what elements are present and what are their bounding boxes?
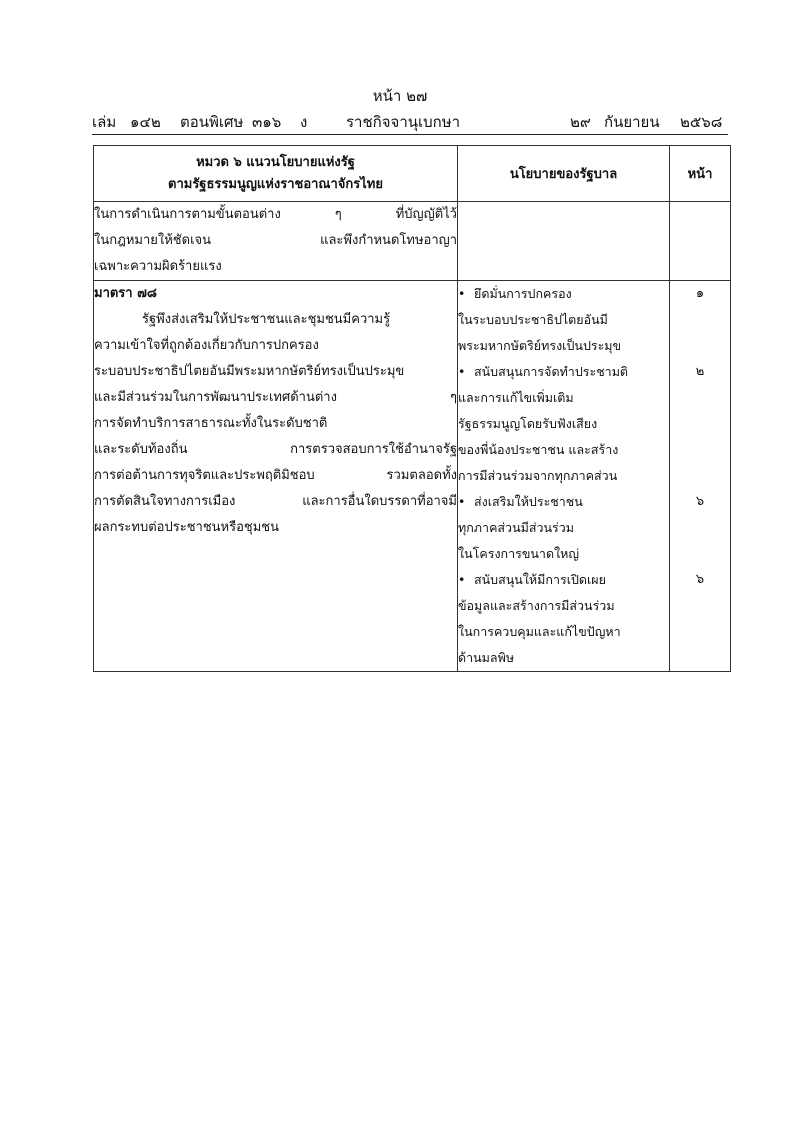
page-number: หน้า ๒๗ — [372, 87, 428, 105]
gazette-name: ราชกิจจานุเบกษา — [346, 113, 461, 131]
table-row — [94, 202, 731, 281]
page-ref-cell — [670, 281, 731, 672]
bullet-icon: • — [458, 364, 466, 379]
volume-number: ๑๔๒ — [130, 113, 161, 131]
bullet-icon: • — [458, 572, 466, 587]
bullet-icon: • — [458, 494, 466, 509]
text-line: การต่อต้านการทุจริตและประพฤติมิชอบ รวมตลอดทั้ง — [94, 468, 457, 483]
policy-cell-empty — [458, 202, 670, 281]
policy-line: สนับสนุนการจัดทำประชามติ — [474, 364, 629, 379]
policy-line: ข้อมูลและสร้างการมีส่วนร่วม — [458, 598, 615, 613]
text-line: ความเข้าใจที่ถูกต้องเกี่ยวกับการปกครอง — [94, 338, 319, 353]
column-header-page: หน้า — [670, 146, 731, 202]
policy-line: สนับสนุนให้มีการเปิดเผย — [474, 572, 606, 587]
edition-suffix: ง — [300, 113, 308, 131]
bullet-icon: • — [458, 286, 466, 301]
text-line: ในกฎหมายให้ชัดเจน และพึงกำหนดโทษอาญา — [94, 233, 457, 248]
text-line: ผลกระทบต่อประชาชนหรือชุมชน — [94, 520, 280, 535]
policy-line: ทุกภาคส่วนมีส่วนร่วม — [458, 520, 575, 535]
policy-item-4 — [458, 567, 669, 593]
gazette-header — [92, 110, 728, 134]
policy-line: ในโครงการขนาดใหญ่ — [458, 546, 580, 561]
table-header-row — [94, 146, 731, 202]
policy-line: การมีส่วนร่วมจากทุกภาคส่วน — [458, 468, 618, 483]
column-header-constitution — [94, 146, 458, 202]
spacer — [670, 437, 730, 463]
column-header-line2: ตามรัฐธรรมนูญแห่งราชอาณาจักรไทย — [168, 176, 383, 192]
policy-line: รัฐธรรมนูญโดยรับฟังเสียง — [458, 416, 598, 431]
constitution-text-cell — [94, 202, 458, 281]
spacer — [670, 541, 730, 567]
text-line: เฉพาะความผิดร้ายแรง — [94, 259, 222, 274]
policy-line: และการแก้ไขเพิ่มเติม — [458, 390, 574, 405]
page-ref: ๖ — [695, 494, 705, 509]
policy-line: ส่งเสริมให้ประชาชน — [474, 494, 583, 509]
table-row — [94, 281, 731, 672]
page-ref: ๒ — [695, 364, 705, 379]
volume-label: เล่ม — [92, 113, 117, 131]
text-line: ในการดำเนินการตามขั้นตอนต่าง ๆ ที่บัญญัติไว้ — [94, 207, 457, 222]
page-cell-empty — [670, 202, 731, 281]
text-line: และระดับท้องถิ่น การตรวจสอบการใช้อำนาจรัฐ — [94, 442, 457, 457]
spacer — [670, 385, 730, 411]
spacer — [670, 463, 730, 489]
text-line: รัฐพึงส่งเสริมให้ประชาชนและชุมชนมีความรู้ — [142, 312, 391, 327]
policy-line: พระมหากษัตริย์ทรงเป็นประมุข — [458, 338, 622, 353]
text-line: การตัดสินใจทางการเมือง และการอื่นใดบรรดาที่อาจมี — [94, 494, 457, 509]
policy-list-cell — [458, 281, 670, 672]
text-line: และมีส่วนร่วมในการพัฒนาประเทศด้านต่าง ๆ — [94, 390, 457, 405]
policy-item-1 — [458, 281, 669, 307]
text-line: ระบอบประชาธิปไตยอันมีพระมหากษัตริย์ทรงเป็นประมุข — [94, 364, 405, 379]
edition-number: ๓๑๖ — [252, 113, 282, 131]
date-month: กันยายน — [604, 113, 660, 131]
policy-line: ยึดมั่นการปกครอง — [474, 286, 572, 301]
constitution-text-cell — [94, 281, 458, 672]
column-header-line1: หมวด ๖ แนวนโยบายแห่งรัฐ — [196, 154, 355, 170]
date-day: ๒๙ — [570, 113, 591, 131]
policy-table — [93, 145, 731, 672]
policy-line: ด้านมลพิษ — [458, 650, 515, 665]
text-line: การจัดทำบริการสาธารณะทั้งในระดับชาติ — [94, 416, 328, 431]
spacer — [670, 411, 730, 437]
column-header-policy: นโยบายของรัฐบาล — [458, 146, 670, 202]
header-rule — [92, 134, 728, 135]
spacer — [670, 307, 730, 333]
policy-line: ในการควบคุมและแก้ไขปัญหา — [458, 624, 621, 639]
policy-line: ของพี่น้องประชาชน และสร้าง — [458, 442, 619, 457]
date-year: ๒๕๖๘ — [680, 113, 723, 131]
edition-label: ตอนพิเศษ — [180, 113, 244, 131]
policy-item-3 — [458, 489, 669, 515]
policy-item-2 — [458, 359, 669, 385]
page-ref: ๖ — [695, 572, 705, 587]
policy-line: ในระบอบประชาธิปไตยอันมี — [458, 312, 608, 327]
spacer — [670, 515, 730, 541]
spacer — [670, 333, 730, 359]
page-ref: ๑ — [695, 286, 705, 301]
section-title: มาตรา ๗๘ — [94, 286, 157, 301]
